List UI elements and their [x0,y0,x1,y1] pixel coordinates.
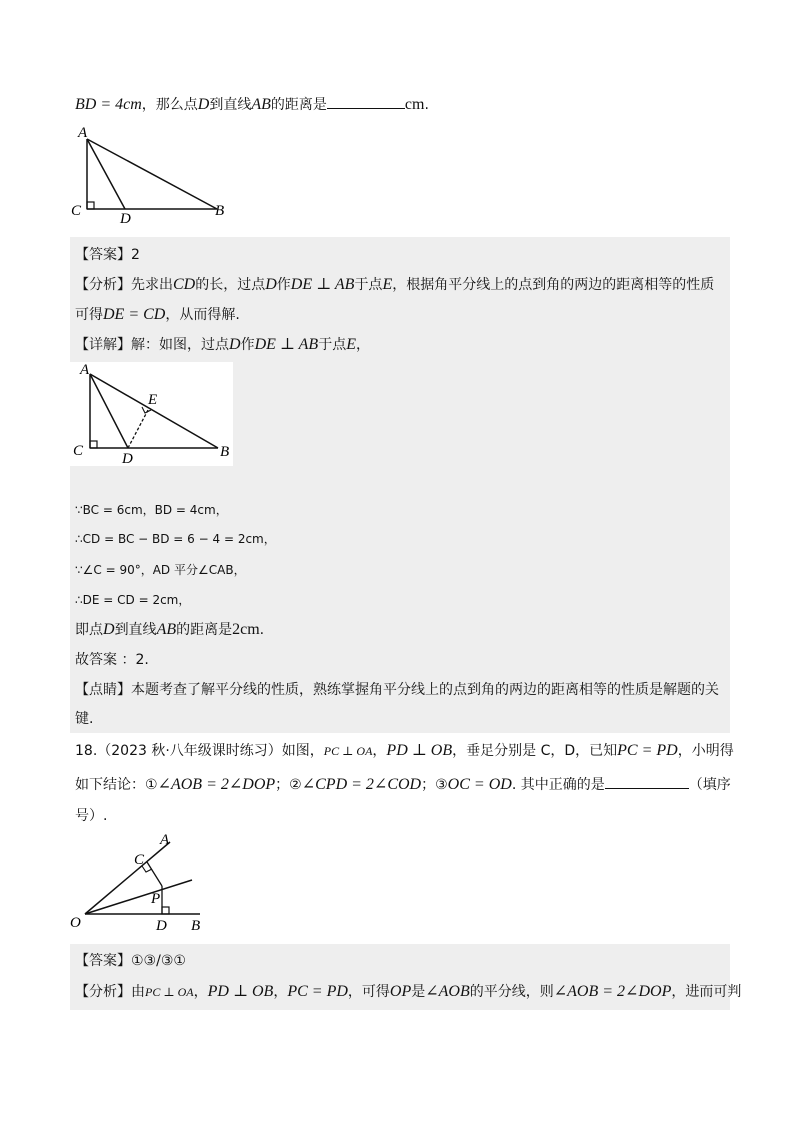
conclusion-1: ∠AOB = 2∠DOP [157,776,276,793]
conclusion-3: OC = OD [447,776,512,793]
answer-tag: 【答案】 [75,953,131,969]
label-a: A [78,125,88,141]
text: ，进而可判 [671,984,742,1000]
text: 的平分线，则 [469,984,554,1000]
label-d: D [122,451,133,466]
point-d: D [197,96,210,113]
triangle-figure-1 [70,125,240,229]
text: ， [193,984,208,1000]
text: ；③ [421,777,448,793]
text: . 其中正确的是 [511,777,605,793]
q18-line2 [75,774,731,795]
text: 是 [411,984,426,1000]
step-6: 故答案 ：2. [75,652,149,668]
question-number: 18. [75,743,98,759]
text: ， [355,337,370,353]
text: 于点 [318,337,347,353]
answer-17 [75,245,140,265]
label-b: B [220,444,230,460]
answer-value: ①③/③① [131,953,186,969]
analysis-17-line2 [75,305,240,325]
text: 的长，过点 [195,277,266,293]
label-c: C [71,203,82,219]
eq-expr: PC = PD [617,742,678,759]
label-b: B [215,203,225,219]
relation: ∠AOB = 2∠DOP [553,983,672,1000]
text: ，可得 [347,984,390,1000]
point-d: D [265,276,277,293]
comment-17-line1 [75,680,719,700]
label-c: C [134,852,145,868]
text: ，根据角平分线上的点到角的两边的距离相等的性质 [392,277,715,293]
answer-blank [327,94,405,109]
bd-expr: BD = 4cm [75,96,142,113]
triangle-figure-2 [70,362,233,466]
text: ，垂足分别是 C，D，已知 [452,743,618,759]
text: 作 [240,337,255,353]
text: 先求出 [131,277,173,293]
line-ab: AB [156,621,177,638]
step-2: ∴CD = BC − BD = 6 − 4 = 2cm， [75,532,276,546]
label-d: D [120,211,131,225]
value: 2cm [232,621,260,638]
label-d: D [156,918,167,934]
text: . [259,622,265,638]
text: ；② [275,777,302,793]
text: ，那么点 [141,97,198,113]
perp-expr: DE ⊥ AB [254,336,319,353]
text: 如下结论：① [75,777,158,793]
point-d: D [103,621,115,638]
eq-expr: DE = CD [103,306,166,323]
text: ， [372,743,387,759]
label-e: E [148,392,158,408]
angle-bisector-figure [70,830,220,939]
text: 的距离是 [176,622,233,638]
eq-expr: PC = PD [287,983,348,1000]
label-a: A [80,362,90,378]
conclusion-2: ∠CPD = 2∠COD [301,776,422,793]
unit: cm [404,96,425,113]
text: ，从而得解. [165,307,240,323]
analysis-tag: 【分析】 [75,984,131,1000]
label-a: A [160,832,170,848]
label-c: C [73,443,84,459]
seg-cd: CD [173,276,196,293]
comment-17-line2: 键. [75,711,94,727]
answer-tag: 【答案】 [75,247,131,263]
analysis-18-line1 [75,982,741,1002]
detail-tag: 【详解】 [75,337,131,353]
perp-expr: PD ⊥ OB [386,742,453,759]
perp-expr: PC ⊥ OA [145,985,194,999]
step-4: ∴DE = CD = 2cm， [75,593,191,607]
point-e: E [382,276,393,293]
text: 即点 [75,622,103,638]
text: ，小明得 [677,743,734,759]
q18-line1 [75,741,734,761]
comment-tag: 【点睛】 [75,682,131,698]
analysis-tag: 【分析】 [75,277,131,293]
step-5 [75,620,264,640]
label-o: O [70,915,81,931]
text: 本题考查了解平分线的性质，熟练掌握角平分线上的点到角的两边的距离相等的性质是解题的关 [131,682,719,698]
text: （2023 秋·八年级课时练习）如图， [97,743,324,759]
answer-18 [75,951,186,971]
label-b: B [191,918,201,934]
text: 到直线 [114,622,157,638]
q17-tail-line [75,94,429,115]
seg-op: OP [389,983,412,1000]
text: . [424,97,429,113]
detail-17-line1 [75,335,370,355]
angle-aob: ∠AOB [425,983,470,1000]
answer-blank [605,774,689,789]
point-e: E [346,336,356,353]
perp-expr: PC ⊥ OA [323,744,373,758]
answer-value: 2 [131,247,140,263]
step-3: ∵∠C = 90°，AD 平分∠CAB， [75,563,246,577]
text: 于点 [354,277,383,293]
q18-line3: 号）. [75,808,108,824]
analysis-17-line1 [75,275,714,295]
text: 的距离是 [270,97,327,113]
text: 作 [276,277,291,293]
point-d: D [229,336,241,353]
perp-expr: PD ⊥ OB [207,983,274,1000]
label-p: P [151,891,161,907]
perp-expr: DE ⊥ AB [290,276,355,293]
text: 解：如图，过点 [131,337,229,353]
text: ， [273,984,288,1000]
text: 可得 [75,307,103,323]
text: 到直线 [209,97,252,113]
line-ab: AB [251,96,271,113]
text: 由 [131,984,145,1000]
step-1: ∵BC = 6cm，BD = 4cm， [75,503,228,517]
text: （填序 [688,777,731,793]
